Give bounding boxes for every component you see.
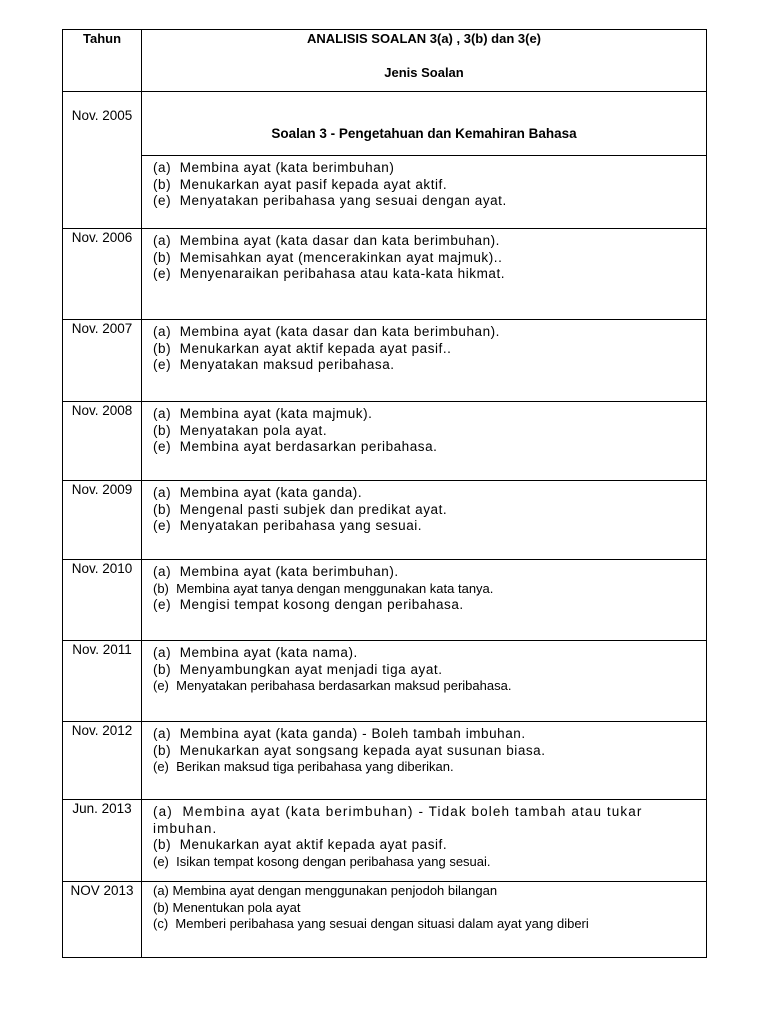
list-item: (e) Menyatakan maksud peribahasa.: [153, 357, 395, 372]
year-label: Nov. 2011: [72, 642, 132, 657]
year-label: Nov. 2010: [71, 561, 133, 576]
questions-cell: [142, 722, 707, 800]
questions-cell: [142, 800, 707, 882]
list-item: (a) Membina ayat (kata majmuk).: [153, 406, 373, 421]
year-cell: [63, 402, 142, 481]
list-item: (b) Memisahkan ayat (mencerakinkan ayat majmuk)..: [153, 249, 503, 265]
question-list: [142, 320, 706, 374]
questions-cell: [142, 402, 707, 481]
section-row: [63, 92, 707, 156]
list-item: (a) Membina ayat (kata berimbuhan).: [153, 564, 399, 579]
list-item: (e) Berikan maksud tiga peribahasa yang diberikan.: [153, 759, 454, 774]
year-cell: [63, 641, 142, 722]
year-label: NOV 2013: [70, 883, 134, 898]
header-title-cell: [142, 30, 707, 92]
question-list: [142, 800, 706, 870]
list-item: (a) Membina ayat (kata nama).: [153, 645, 358, 660]
year-label: Nov. 2012: [71, 723, 133, 738]
list-item: (b) Menyatakan pola ayat.: [153, 422, 328, 438]
list-item: (b) Menentukan pola ayat: [153, 899, 301, 915]
table-title: ANALISIS SOALAN 3(a) , 3(b) dan 3(e): [306, 31, 542, 46]
year-cell: [63, 560, 142, 641]
questions-cell: [142, 560, 707, 641]
list-item: (b) Menyambungkan ayat menjadi tiga ayat.: [153, 661, 443, 677]
list-item: (b) Mengenal pasti subjek dan predikat ayat.: [153, 501, 448, 517]
list-item: (a) Membina ayat (kata dasar dan kata berimbuhan).: [153, 324, 500, 339]
header-year-cell: [63, 30, 142, 92]
column-header-jenis-soalan: Jenis Soalan: [384, 65, 464, 80]
question-list: [142, 402, 706, 456]
header-row: [63, 30, 707, 92]
year-cell: [63, 481, 142, 560]
list-item: (a) Membina ayat dengan menggunakan penjodoh bilangan: [153, 883, 498, 898]
year-cell: [63, 882, 142, 958]
list-item: (b) Menukarkan ayat aktif kepada ayat pasif..: [153, 340, 452, 356]
questions-cell: [142, 882, 707, 958]
year-cell: [63, 320, 142, 402]
list-item: (e) Isikan tempat kosong dengan peribahasa yang sesuai.: [153, 853, 491, 869]
questions-cell: [142, 229, 707, 320]
list-item: (b) Menukarkan ayat pasif kepada ayat aktif.: [153, 176, 448, 192]
questions-cell: [142, 156, 707, 229]
year-cell: [63, 229, 142, 320]
column-header-tahun: Tahun: [82, 31, 122, 46]
list-item: (e) Menyatakan peribahasa berdasarkan maksud peribahasa.: [153, 678, 512, 693]
question-list: [142, 882, 706, 933]
year-label: Nov. 2007: [71, 321, 133, 336]
list-item: (e) Menyatakan peribahasa yang sesuai.: [153, 518, 423, 533]
table-row: [63, 156, 707, 229]
year-cell-2005: [63, 92, 142, 229]
list-item: (a) Membina ayat (kata ganda).: [153, 485, 363, 500]
year-cell: [63, 800, 142, 882]
questions-cell: [142, 320, 707, 402]
section-title-cell: [142, 92, 707, 156]
list-item: (b) Menukarkan ayat aktif kepada ayat pasif.: [153, 837, 448, 852]
table-row: [63, 229, 707, 320]
list-item: (e) Mengisi tempat kosong dengan peribahasa.: [153, 597, 464, 612]
list-item: (a) Membina ayat (kata ganda) - Boleh tambah imbuhan.: [153, 726, 526, 741]
table-row: [63, 722, 707, 800]
year-label: Nov. 2005: [71, 108, 133, 123]
list-item: (a) Membina ayat (kata berimbuhan) - Tidak boleh tambah atau tukar imbuhan.: [153, 804, 643, 836]
year-label: Nov. 2008: [71, 403, 133, 418]
question-list: [142, 722, 706, 776]
table-row: [63, 641, 707, 722]
list-item: (b) Membina ayat tanya dengan menggunakan kata tanya.: [153, 580, 494, 596]
list-item: (e) Membina ayat berdasarkan peribahasa.: [153, 439, 438, 454]
year-label: Nov. 2009: [71, 482, 133, 497]
list-item: (b) Menukarkan ayat songsang kepada ayat susunan biasa.: [153, 742, 546, 758]
table-row: [63, 560, 707, 641]
question-list: [142, 481, 706, 535]
table-row: [63, 402, 707, 481]
year-label: Nov. 2006: [71, 230, 133, 245]
table-row: [63, 800, 707, 882]
questions-cell: [142, 481, 707, 560]
table-row: [63, 882, 707, 958]
question-list: [142, 560, 706, 614]
table-row: [63, 481, 707, 560]
table-row: [63, 320, 707, 402]
question-list: [142, 641, 706, 695]
question-list: [142, 156, 706, 210]
list-item: (c) Memberi peribahasa yang sesuai dengan situasi dalam ayat yang diberi: [153, 916, 589, 931]
list-item: (a) Membina ayat (kata dasar dan kata berimbuhan).: [153, 233, 500, 248]
list-item: (a) Membina ayat (kata berimbuhan): [153, 160, 395, 175]
year-cell: [63, 722, 142, 800]
analysis-table: [62, 29, 707, 958]
list-item: (e) Menyenaraikan peribahasa atau kata-kata hikmat.: [153, 266, 506, 281]
questions-cell: [142, 641, 707, 722]
question-list: [142, 229, 706, 283]
section-title: Soalan 3 - Pengetahuan dan Kemahiran Bahasa: [271, 126, 577, 141]
year-label: Jun. 2013: [72, 801, 132, 816]
list-item: (e) Menyatakan peribahasa yang sesuai dengan ayat.: [153, 193, 507, 208]
